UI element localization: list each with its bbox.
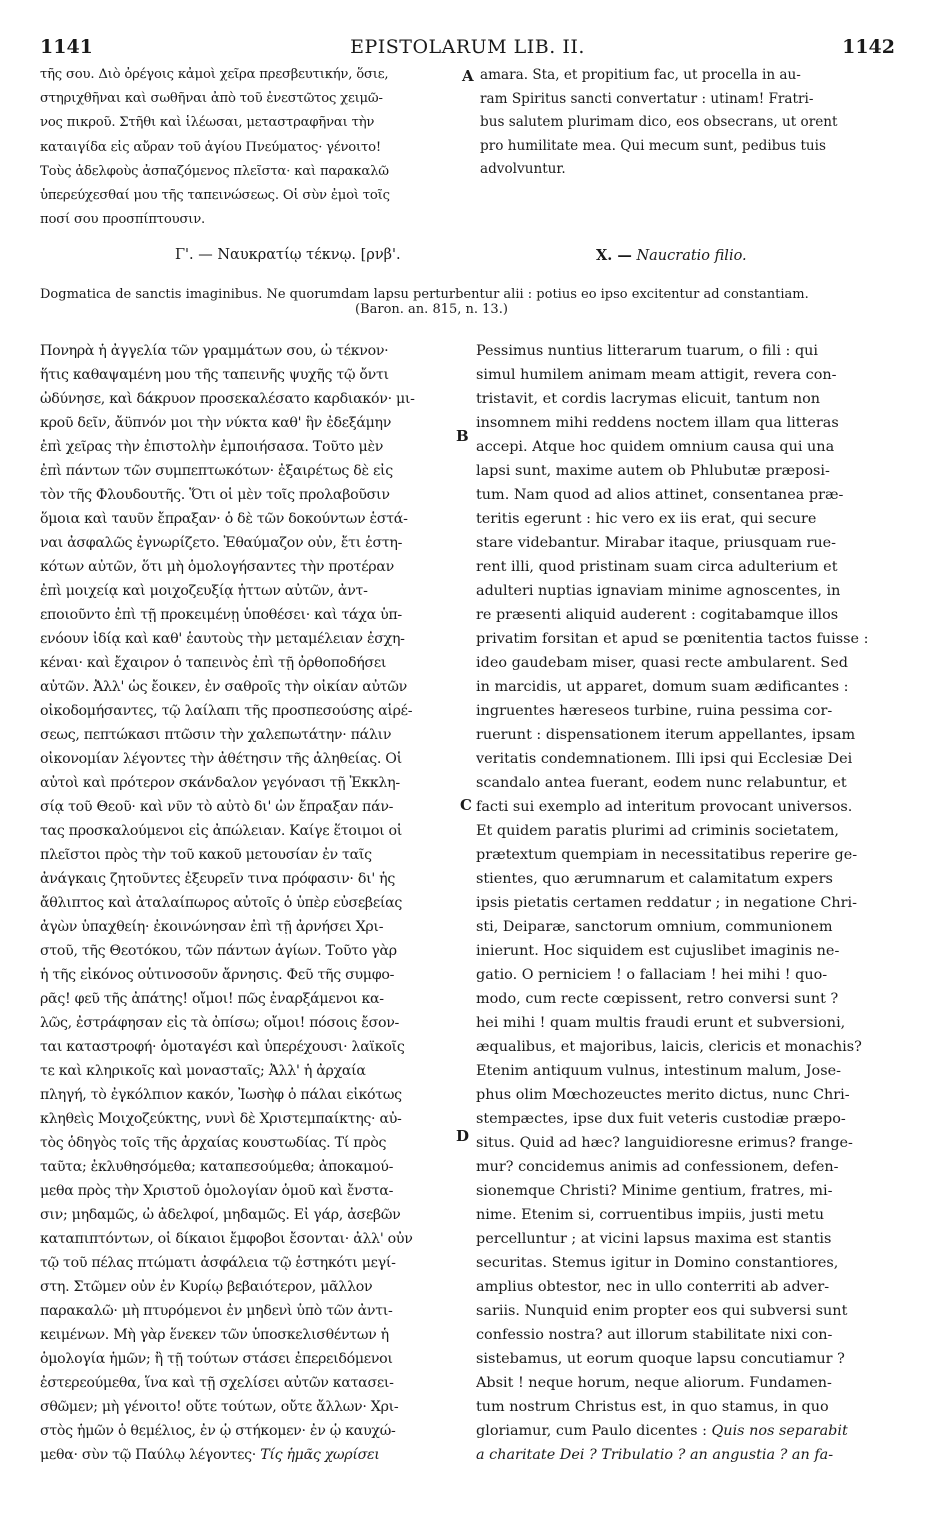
main-greek-line: τὸς ὁδηγὸς τοῖς τῆς ἀρχαίας κουστωδίας. Τί πρὸς: [40, 1135, 387, 1151]
main-greek-line: ναι ἀσφαλῶς ἐγνωρίζετο. Ἐθαύμαζον οὖν, ἔτι ἑστη-: [40, 535, 403, 551]
main-greek-line: τε καὶ κληρικοῖς καὶ μονασταῖς; Ἀλλ' ἡ ἀρχαία: [40, 1063, 366, 1079]
main-greek-line: πλεῖστοι πρὸς τὴν τοῦ κακοῦ μετουσίαν ἐν ταῖς: [40, 847, 372, 863]
main-greek-line: οἰκονομίαν λέγοντες τὴν ἀθέτησιν τῆς ἀληθείας. Οἱ: [40, 751, 402, 767]
main-greek-line: σεως, πεπτώκασι πτῶσιν τὴν χαλεπωτάτην· πάλιν: [40, 727, 392, 743]
main-greek-line: τῷ τοῦ πέλας πτώματι ἀσφάλεια τῷ ἑστηκότι μεγί-: [40, 1255, 396, 1271]
main-latin-line: adulteri nuptias ignaviam minime agnoscentes, in: [476, 583, 841, 599]
main-latin-line: veritatis condemnationem. Illi ipsi qui Ecclesiæ Dei: [476, 751, 853, 767]
top-greek-line: τῆς σου. Διὸ ὀρέγοις κἀμοὶ χεῖρα πρεσβευτικήν, ὅσιε,: [40, 67, 389, 82]
main-greek-column: [40, 343, 455, 1513]
main-latin-line: prætextum quempiam in necessitatibus reperire ge-: [476, 847, 858, 863]
summary-line-1: Dogmatica de sanctis imaginibus. Ne quorumdam lapsu perturbentur alii : potius eo ipso excitentur ad constantiam.: [40, 287, 809, 302]
main-greek-line: Πονηρὰ ἡ ἀγγελία τῶν γραμμάτων σου, ὦ τέκνον·: [40, 343, 389, 359]
main-greek-line: οἰκοδομήσαντες, τῷ λαίλαπι τῆς προσπεσούσης αἱρέ-: [40, 703, 413, 719]
top-latin-line: advolvuntur.: [480, 161, 566, 178]
main-greek-line: στοῦ, τῆς Θεοτόκου, τῶν πάντων ἁγίων. Τοῦτο γὰρ: [40, 943, 397, 959]
main-greek-line: ταῦτα; ἐκλυθησόμεθα; καταπεσούμεθα; ἀποκαμού-: [40, 1159, 394, 1175]
main-greek-line: ὅμοια καὶ ταυῦν ἔπραξαν· ὁ δὲ τῶν δοκούντων ἑστά-: [40, 511, 408, 527]
main-greek-line: ἐπὶ χεῖρας τὴν ἐπιστολὴν ἐμποιήσασα. Τοῦτο μὲν: [40, 439, 384, 455]
top-greek-line: ποσί σου προσπίπτουσιν.: [40, 212, 206, 228]
main-latin-line: gloriamur, cum Paulo dicentes : Quis nos separabit: [476, 1423, 848, 1439]
greek-letter-heading: [175, 247, 401, 263]
main-greek-line: τὸν τῆς Φλουδουτῆς. Ὅτι οἱ μὲν τοῖς προλαβοῦσιν: [40, 487, 390, 503]
main-latin-line: modo, cum recte cœpissent, retro conversi sunt ?: [476, 991, 839, 1007]
main-latin-line: ipsis pietatis certamen reddatur ; in negatione Chri-: [476, 895, 858, 911]
main-greek-line: τας προσκαλούμενοι εἰς ἀπώλειαν. Καίγε ἕτοιμοι οἱ: [40, 823, 403, 839]
main-greek-line: αὐτῶν. Ἀλλ' ὡς ἔοικεν, ἐν σαθροῖς τὴν οἰκίαν αὐτῶν: [40, 679, 407, 695]
latin-letter-heading: [596, 247, 747, 264]
main-greek-line: ρᾶς! φεῦ τῆς ἀπάτης! οἴμοι! πῶς ἐναρξάμενοι κα-: [40, 991, 384, 1007]
main-latin-line: nime. Etenim si, corruentibus impiis, justi metu: [476, 1207, 825, 1223]
main-greek-line: ἀγὼν ὑπαχθείη· ἐκοινώνησαν ἐπὶ τῇ ἀρνήσει Χρι-: [40, 919, 384, 935]
latin-heading-title: Naucratio filio.: [636, 248, 747, 264]
main-latin-line: simul humilem animam meam attigit, revera con-: [476, 367, 837, 383]
main-latin-line: stare videbantur. Mirabar itaque, priusquam rue-: [476, 535, 837, 551]
main-latin-line: Etenim antiquum vulnus, intestinum malum, Jose-: [476, 1063, 841, 1079]
main-greek-line: ἄθλιπτος καὶ ἀταλαίπωρος αὐτοῖς ὁ ὑπὲρ εὐσεβείας: [40, 895, 403, 911]
top-latin-line: ram Spiritus sancti convertatur : utinam! Fratri-: [480, 90, 814, 107]
main-latin-line: amplius obtestor, nec in ullo conterriti ab adver-: [476, 1279, 830, 1295]
main-latin-line: mur? concidemus animis ad confessionem, defen-: [476, 1159, 839, 1175]
main-greek-line: μεθα πρὸς τὴν Χριστοῦ ὁμολογίαν ὁμοῦ καὶ ἔνστα-: [40, 1183, 394, 1199]
main-greek-line: αὐτοὶ καὶ πρότερον σκάνδαλον γεγόνασι τῇ Ἐκκλη-: [40, 775, 400, 791]
top-greek-line: Τοὺς ἀδελφοὺς ἀσπαζόμενος πλεῖστα· καὶ παρακαλῶ: [40, 163, 389, 179]
main-greek-line: παρακαλῶ· μὴ πτυρόμενοι ἐν μηδενὶ ὑπὸ τῶν ἀντι-: [40, 1303, 393, 1319]
main-latin-line: ideo gaudebam miser, quasi recte ambularent. Sed: [476, 655, 848, 671]
page-number-left: 1141: [40, 36, 93, 58]
main-latin-line: lapsi sunt, maxime autem ob Phlubutæ præposi-: [476, 463, 830, 479]
main-latin-line: hei mihi ! quam multis fraudi erunt et subversioni,: [476, 1015, 846, 1031]
main-greek-line: ὠδύνησε, καὶ δάκρυον προσεκαλέσατο καρδιακόν· μι-: [40, 391, 415, 407]
main-latin-line: situs. Quid ad hæc? languidioresne erimus? frange-: [476, 1135, 853, 1151]
main-greek-line: πληγή, τὸ ἐγκόλπιον κακόν, Ἰωσὴφ ὁ πάλαι εἰκότως: [40, 1087, 402, 1103]
main-latin-line: insomnem mihi reddens noctem illam qua litteras: [476, 415, 839, 431]
main-greek-line: στὸς ἡμῶν ὁ θεμέλιος, ἐν ᾧ στήκομεν· ἐν ᾧ καυχώ-: [40, 1423, 396, 1439]
main-latin-line: sistebamus, ut eorum quoque lapsu concutiamur ?: [476, 1351, 845, 1367]
main-greek-line: ενόουν ἰδίᾳ καὶ καθ' ἑαυτοὺς τὴν μεταμέλειαν ἐσχη-: [40, 631, 405, 647]
main-latin-line: teritis egerunt : hic vero ex iis erat, qui secure: [476, 511, 817, 527]
top-latin-line: amara. Sta, et propitium fac, ut procella in au-: [480, 67, 801, 83]
main-latin-column: [476, 343, 892, 1513]
greek-quote: Τίς ἡμᾶς χωρίσει: [260, 1447, 380, 1463]
main-greek-line: μεθα· σὺν τῷ Παύλῳ λέγοντες· Τίς ἡμᾶς χωρίσει: [40, 1447, 380, 1463]
main-latin-line: sionemque Christi? Minime gentium, fratres, mi-: [476, 1183, 833, 1199]
main-greek-line: ἥτις καθαψαμένη μου τῆς ταπεινῆς ψυχῆς τῷ ὄντι: [40, 367, 389, 383]
main-greek-line: σίᾳ τοῦ Θεοῦ· καὶ νῦν τὸ αὐτὸ δι' ὧν ἔπραξαν πάν-: [40, 799, 394, 815]
main-latin-line: re præsenti aliquid auderent : cogitabamque illos: [476, 607, 839, 623]
top-latin-column: [480, 67, 892, 187]
top-greek-line: ὑπερεύχεσθαί μου τῆς ταπεινώσεως. Οἱ σὺν ἐμοὶ τοῖς: [40, 188, 390, 203]
top-latin-line: bus salutem plurimam dico, eos obsecrans, ut orent: [480, 114, 838, 131]
greek-heading-text: Γ'. — Ναυκρατίῳ τέκνῳ. [ρνβ'.: [175, 247, 401, 263]
main-greek-line: λῶς, ἐστράφησαν εἰς τὰ ὀπίσω; οἴμοι! πόσοις ἔσον-: [40, 1015, 400, 1031]
main-latin-line: scandalo antea fuerant, eodem nunc relabuntur, et: [476, 775, 847, 791]
main-latin-line: sti, Deiparæ, sanctorum omnium, communionem: [476, 919, 833, 935]
main-greek-line: κότων αὐτῶν, ὅτι μὴ ὁμολογήσαντες τὴν προτέραν: [40, 559, 394, 575]
main-greek-line: κέναι· καὶ ἔχαιρον ὁ ταπεινὸς ἐπὶ τῇ ὀρθοποδήσει: [40, 655, 387, 671]
main-latin-line: sariis. Nunquid enim propter eos qui subversi sunt: [476, 1303, 848, 1319]
scripture-quote-start: Quis nos separabit: [706, 1423, 848, 1439]
main-latin-line: tum. Nam quod ad alios attinet, consentanea præ-: [476, 487, 844, 503]
margin-mark-b: B: [456, 427, 469, 445]
main-latin-line: confessio nostra? aut illorum stabilitate nixi con-: [476, 1327, 833, 1343]
letter-summary: [40, 287, 895, 317]
main-latin-line: phus olim Mœchozeuctes merito dictus, nunc Chri-: [476, 1087, 850, 1103]
main-latin-line: ruerunt : dispensationem iterum appellantes, ipsam: [476, 727, 856, 743]
latin-heading-number: X. —: [596, 247, 632, 264]
margin-mark-d: D: [456, 1127, 470, 1145]
main-greek-line: σιν; μηδαμῶς, ὦ ἀδελφοί, μηδαμῶς. Εἰ γάρ, ἀσεβῶν: [40, 1207, 401, 1223]
main-greek-line: ἡ τῆς εἰκόνος οὑτινοσοῦν ἄρνησις. Φεῦ τῆς συμφο-: [40, 967, 395, 983]
main-greek-line: ἀνάγκαις ζητοῦντες ἐξευρεῖν τινα πρόφασιν· δι' ἧς: [40, 871, 396, 887]
main-greek-line: ὁμολογία ἡμῶν; ἢ τῇ τούτων στάσει ἐπερειδόμενοι: [40, 1351, 393, 1367]
main-latin-line: Pessimus nuntius litterarum tuarum, o fili : qui: [476, 343, 819, 359]
top-greek-column: [40, 67, 455, 242]
main-greek-line: ἐστερεούμεθα, ἵνα καὶ τῇ σχελίσει αὐτῶν κατασει-: [40, 1375, 394, 1391]
main-latin-line: inierunt. Hoc siquidem est cujuslibet imaginis ne-: [476, 943, 840, 959]
main-latin-line: percelluntur ; at vicini lapsus maxima est stantis: [476, 1231, 832, 1247]
main-latin-line: securitas. Stemus igitur in Domino constantiores,: [476, 1255, 839, 1271]
main-latin-line: Et quidem paratis plurimi ad criminis societatem,: [476, 823, 839, 839]
main-latin-line: stempæctes, ipse dux fuit veteris custodiæ præpo-: [476, 1111, 846, 1127]
top-greek-line: καταιγίδα εἰς αὔραν τοῦ ἁγίου Πνεύματος· γένοιτο!: [40, 139, 381, 155]
main-latin-line: accepi. Atque hoc quidem omnium causa qui una: [476, 439, 835, 455]
top-greek-line: νος πικροῦ. Στῆθι καὶ ἱλέωσαι, μεταστραφῆναι τὴν: [40, 115, 375, 131]
main-latin-line: facti sui exemplo ad interitum provocant universos.: [476, 799, 853, 815]
page-number-right: 1142: [842, 36, 895, 58]
main-greek-line: ἐπὶ πάντων τῶν συμπεπτωκότων· ἐξαιρέτως δὲ εἰς: [40, 463, 393, 479]
main-latin-line: in marcidis, ut apparet, domum suam ædificantes :: [476, 679, 849, 695]
main-greek-line: κειμένων. Μὴ γὰρ ἕνεκεν τῶν ὑποσκελισθέντων ἡ: [40, 1327, 389, 1343]
margin-mark-a: A: [462, 67, 474, 85]
top-greek-line: στηριχθῆναι καὶ σωθῆναι ἀπὸ τοῦ ἐνεστῶτος χειμῶ-: [40, 91, 383, 107]
main-greek-line: κροῦ δεῖν, ἄϋπνόν μοι τὴν νύκτα καθ' ἣν ἐδεξάμην: [40, 415, 392, 431]
running-header: [40, 36, 895, 62]
main-latin-line: tum nostrum Christus est, in quo stamus, in quo: [476, 1399, 829, 1415]
main-latin-line: stientes, quo ærumnarum et calamitatum expers: [476, 871, 833, 887]
main-greek-line: ται καταστροφή· ὁμοταγέσι καὶ ὑπερέχουσι· λαϊκοῖς: [40, 1039, 405, 1055]
main-greek-line: στη. Στῶμεν οὖν ἐν Κυρίῳ βεβαιότερον, μᾶλλον: [40, 1279, 373, 1295]
main-latin-line: tristavit, et cordis lacrymas elicuit, tantum non: [476, 391, 821, 407]
main-greek-line: εποιοῦντο ἐπὶ τῇ προκειμένῃ ὑποθέσει· καὶ τάχα ὑπ-: [40, 607, 402, 623]
main-latin-line: rent illi, quod pristinam suam circa adulterium et: [476, 559, 838, 575]
main-latin-line: ingruentes hæreseos turbine, ruina pessima cor-: [476, 703, 833, 719]
main-latin-line: gatio. O perniciem ! o fallaciam ! hei mihi ! quo-: [476, 967, 828, 983]
top-latin-line: pro humilitate mea. Qui mecum sunt, pedibus tuis: [480, 137, 826, 154]
main-latin-line: Absit ! neque horum, neque aliorum. Fundamen-: [476, 1375, 832, 1391]
summary-line-2: (Baron. an. 815, n. 13.): [355, 302, 508, 317]
running-title: EPISTOLARUM LIB. II.: [350, 36, 585, 58]
main-greek-line: σθῶμεν; μὴ γένοιτο! οὔτε τούτων, οὔτε ἄλλων· Χρι-: [40, 1399, 399, 1415]
main-greek-line: καταπιπτόντων, οἱ δίκαιοι ἔμφοβοι ἔσονται· ἀλλ' οὖν: [40, 1231, 413, 1247]
main-latin-line: a charitate Dei ? Tribulatio ? an angustia ? an fa-: [476, 1447, 834, 1463]
margin-mark-c: C: [460, 796, 472, 814]
main-greek-line: κληθεὶς Μοιχοζεύκτης, νυνὶ δὲ Χριστεμπαίκτης· αὐ-: [40, 1111, 402, 1127]
main-latin-line: æqualibus, et majoribus, laicis, clericis et monachis?: [476, 1039, 862, 1055]
main-latin-line: privatim forsitan et apud se pœnitentia tactos fuisse :: [476, 631, 869, 647]
main-greek-line: ἐπὶ μοιχείᾳ καὶ μοιχοζευξίᾳ ἧττων αὐτῶν, ἀντ-: [40, 583, 368, 599]
